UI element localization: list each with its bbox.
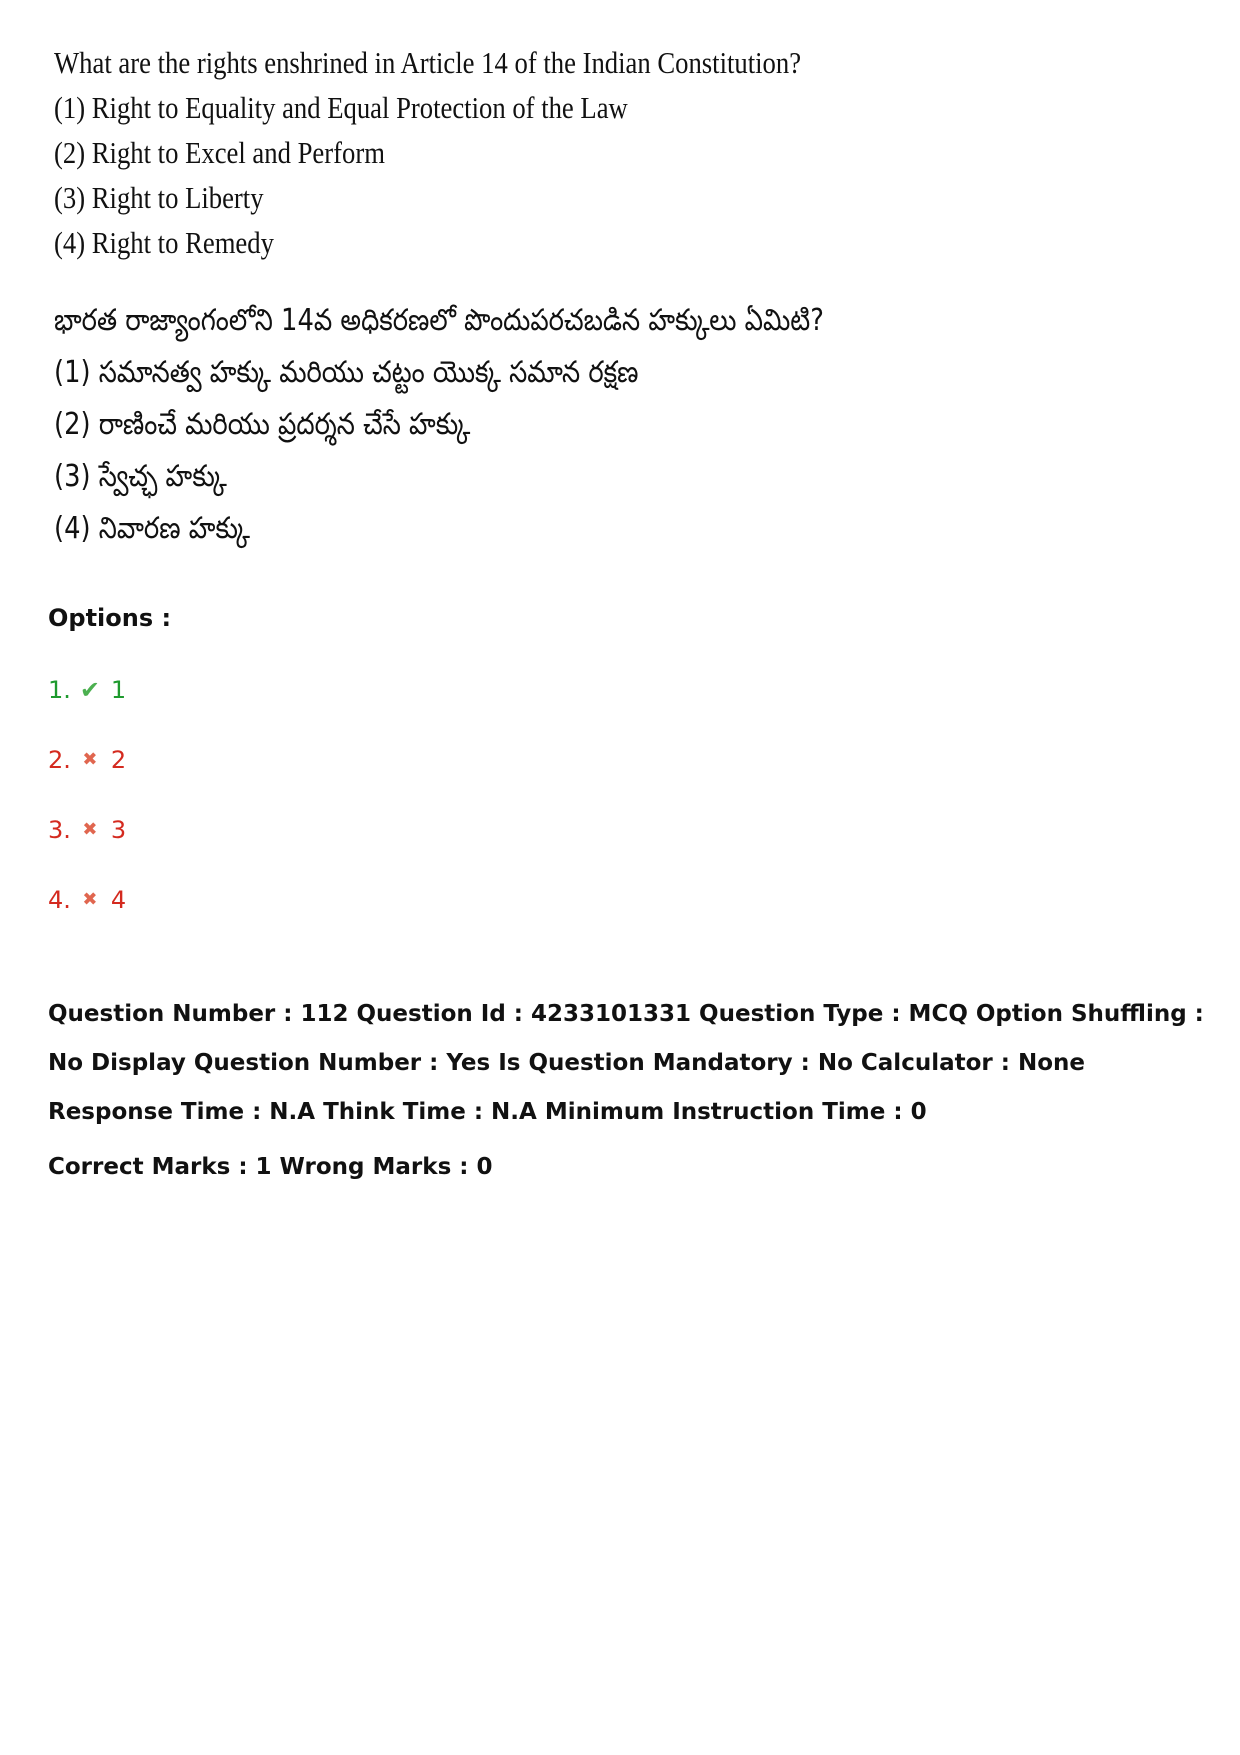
options-list <box>48 676 126 956</box>
cross-icon: ✖ <box>82 819 98 840</box>
question-text-telugu: భారత రాజ్యాంగంలోని 14వ అధికరణలో పొందుపరచబడిన హక్కులు ఏమిటి? <box>54 303 824 338</box>
question-choice-4-telugu: (4) నివారణ హక్కు <box>54 511 251 546</box>
check-icon: ✔ <box>79 676 100 704</box>
question-choice-3: (3) Right to Liberty <box>54 180 264 215</box>
question-block <box>54 40 1174 555</box>
option-value: 1 <box>110 676 127 704</box>
options-label: Options : <box>48 604 172 632</box>
question-choice-1-telugu: (1) సమానత్వ హక్కు మరియు చట్టం యొక్క సమాన రక్షణ <box>54 355 639 390</box>
question-choice-3-telugu: (3) స్వేచ్ఛ హక్కు <box>54 459 227 494</box>
question-text: What are the rights enshrined in Article 14 of the Indian Constitution? <box>54 45 802 80</box>
option-value: 4 <box>110 886 127 914</box>
option-1 <box>48 676 126 746</box>
question-choice-2: (2) Right to Excel and Perform <box>54 135 385 170</box>
option-2 <box>48 746 126 816</box>
option-number: 3. <box>48 816 71 844</box>
question-choice-4: (4) Right to Remedy <box>54 225 274 260</box>
question-details: Question Number : 112 Question Id : 4233101331 Question Type : MCQ Option Shuffling : No Display Question Number : Yes Is Question Mandatory : No Calculator : None Response Time : N.A Think Time : N.A Minimum Instruction Time : 0 <box>48 1001 1204 1125</box>
question-choice-2-telugu: (2) రాణించే మరియు ప్రదర్శన చేసే హక్కు <box>54 407 471 442</box>
marks-info: Correct Marks : 1 Wrong Marks : 0 <box>48 1154 493 1180</box>
question-choice-1: (1) Right to Equality and Equal Protection of the Law <box>54 90 628 125</box>
option-number: 4. <box>48 886 71 914</box>
option-3 <box>48 816 126 886</box>
cross-icon: ✖ <box>82 749 98 770</box>
option-value: 3 <box>110 816 127 844</box>
cross-icon: ✖ <box>82 889 98 910</box>
option-number: 2. <box>48 746 71 774</box>
option-value: 2 <box>110 746 127 774</box>
question-english <box>54 40 1017 265</box>
question-metadata <box>48 990 1208 1192</box>
option-number: 1. <box>48 676 71 704</box>
question-telugu <box>54 295 1017 555</box>
option-4 <box>48 886 126 956</box>
